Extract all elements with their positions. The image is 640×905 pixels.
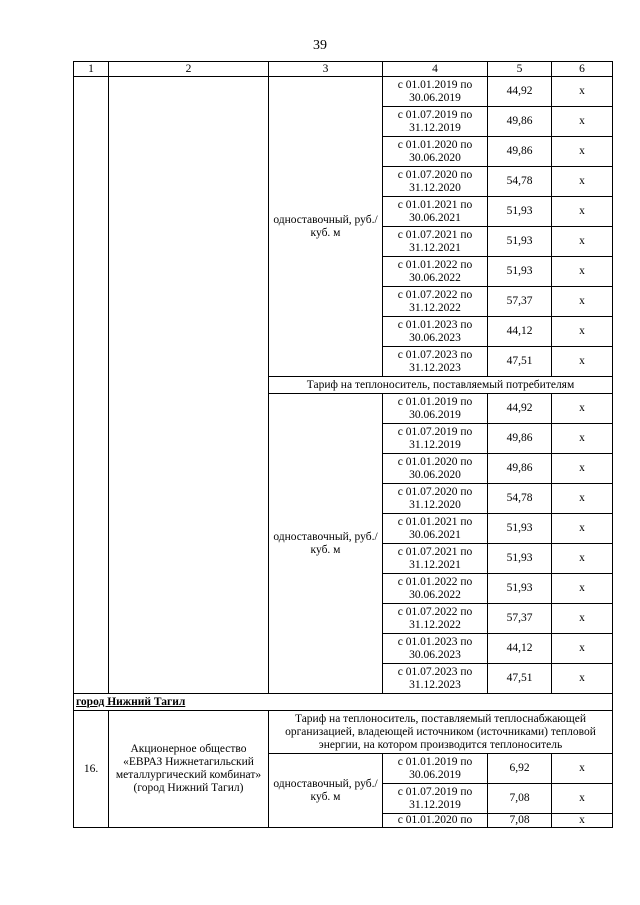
col6-cell: x: [552, 484, 613, 514]
period-cell: с 01.01.2023 по 30.06.2023: [383, 317, 488, 347]
header-cell: 4: [383, 62, 488, 77]
value-cell: 51,93: [488, 514, 552, 544]
value-cell: 51,93: [488, 574, 552, 604]
value-cell: 51,93: [488, 197, 552, 227]
period-cell: с 01.07.2023 по 31.12.2023: [383, 347, 488, 377]
period-cell: с 01.01.2020 по 30.06.2020: [383, 137, 488, 167]
value-cell: 51,93: [488, 227, 552, 257]
tariff-title: Тариф на теплоноситель, поставляемый потребителям: [269, 377, 613, 394]
period-cell: с 01.07.2019 по 31.12.2019: [383, 424, 488, 454]
col6-cell: x: [552, 454, 613, 484]
value-cell: 47,51: [488, 347, 552, 377]
period-cell: с 01.07.2022 по 31.12.2022: [383, 287, 488, 317]
col6-cell: x: [552, 317, 613, 347]
header-cell: 2: [109, 62, 269, 77]
value-cell: 49,86: [488, 424, 552, 454]
value-cell: 44,12: [488, 317, 552, 347]
period-cell: с 01.07.2023 по 31.12.2023: [383, 664, 488, 694]
value-cell: 49,86: [488, 454, 552, 484]
period-cell: с 01.07.2020 по 31.12.2020: [383, 484, 488, 514]
tariff-table: [73, 61, 613, 828]
col6-cell: x: [552, 394, 613, 424]
period-cell: с 01.07.2020 по 31.12.2020: [383, 167, 488, 197]
city-row: [74, 694, 613, 711]
col6-cell: x: [552, 604, 613, 634]
value-cell: 54,78: [488, 484, 552, 514]
city-heading: город Нижний Тагил: [74, 694, 613, 711]
period-cell: с 01.01.2019 по 30.06.2019: [383, 394, 488, 424]
period-cell: с 01.01.2022 по 30.06.2022: [383, 574, 488, 604]
num-cell: [74, 77, 109, 694]
col6-cell: x: [552, 424, 613, 454]
type-cell: одноставочный, руб./куб. м: [269, 754, 383, 828]
period-cell: с 01.01.2019 по 30.06.2019: [383, 754, 488, 784]
value-cell: 44,12: [488, 634, 552, 664]
col6-cell: x: [552, 227, 613, 257]
header-cell: 1: [74, 62, 109, 77]
col6-cell: x: [552, 754, 613, 784]
type-cell: одноставочный, руб./куб. м: [269, 394, 383, 694]
period-cell: с 01.01.2022 по 30.06.2022: [383, 257, 488, 287]
col6-cell: x: [552, 77, 613, 107]
org-cell: [109, 77, 269, 694]
period-cell: с 01.01.2020 по: [383, 814, 488, 828]
tariff-title: Тариф на теплоноситель, поставляемый теплоснабжающей организацией, владеющей источником (источниками) тепловой энергии, на котором производится теплоноситель: [269, 711, 613, 754]
col6-cell: x: [552, 257, 613, 287]
col6-cell: x: [552, 167, 613, 197]
value-cell: 7,08: [488, 784, 552, 814]
col6-cell: x: [552, 137, 613, 167]
period-cell: с 01.01.2023 по 30.06.2023: [383, 634, 488, 664]
period-cell: с 01.07.2019 по 31.12.2019: [383, 107, 488, 137]
period-cell: с 01.07.2019 по 31.12.2019: [383, 784, 488, 814]
type-cell: одноставочный, руб./куб. м: [269, 77, 383, 377]
value-cell: 47,51: [488, 664, 552, 694]
header-cell: 5: [488, 62, 552, 77]
period-cell: с 01.01.2019 по 30.06.2019: [383, 77, 488, 107]
col6-cell: x: [552, 107, 613, 137]
value-cell: 49,86: [488, 137, 552, 167]
header-cell: 3: [269, 62, 383, 77]
value-cell: 51,93: [488, 257, 552, 287]
value-cell: 54,78: [488, 167, 552, 197]
col6-cell: x: [552, 784, 613, 814]
col6-cell: x: [552, 347, 613, 377]
period-cell: с 01.07.2022 по 31.12.2022: [383, 604, 488, 634]
col6-cell: x: [552, 574, 613, 604]
org-cell: Акционерное общество «ЕВРАЗ Нижнетагильский металлургический комбинат» (город Нижний Тагил): [109, 711, 269, 828]
period-cell: с 01.07.2021 по 31.12.2021: [383, 227, 488, 257]
value-cell: 44,92: [488, 394, 552, 424]
value-cell: 57,37: [488, 287, 552, 317]
period-cell: с 01.01.2021 по 30.06.2021: [383, 514, 488, 544]
value-cell: 57,37: [488, 604, 552, 634]
value-cell: 51,93: [488, 544, 552, 574]
period-cell: с 01.01.2021 по 30.06.2021: [383, 197, 488, 227]
col6-cell: x: [552, 287, 613, 317]
col6-cell: x: [552, 514, 613, 544]
col6-cell: x: [552, 544, 613, 574]
header-cell: 6: [552, 62, 613, 77]
col6-cell: x: [552, 814, 613, 828]
tariff-title-row: [74, 711, 613, 754]
value-cell: 44,92: [488, 77, 552, 107]
col6-cell: x: [552, 197, 613, 227]
table-row: [74, 77, 613, 107]
header-row: [74, 62, 613, 77]
page-number: 39: [313, 38, 327, 53]
period-cell: с 01.07.2021 по 31.12.2021: [383, 544, 488, 574]
value-cell: 49,86: [488, 107, 552, 137]
value-cell: 7,08: [488, 814, 552, 828]
period-cell: с 01.01.2020 по 30.06.2020: [383, 454, 488, 484]
col6-cell: x: [552, 664, 613, 694]
col6-cell: x: [552, 634, 613, 664]
num-cell: 16.: [74, 711, 109, 828]
value-cell: 6,92: [488, 754, 552, 784]
